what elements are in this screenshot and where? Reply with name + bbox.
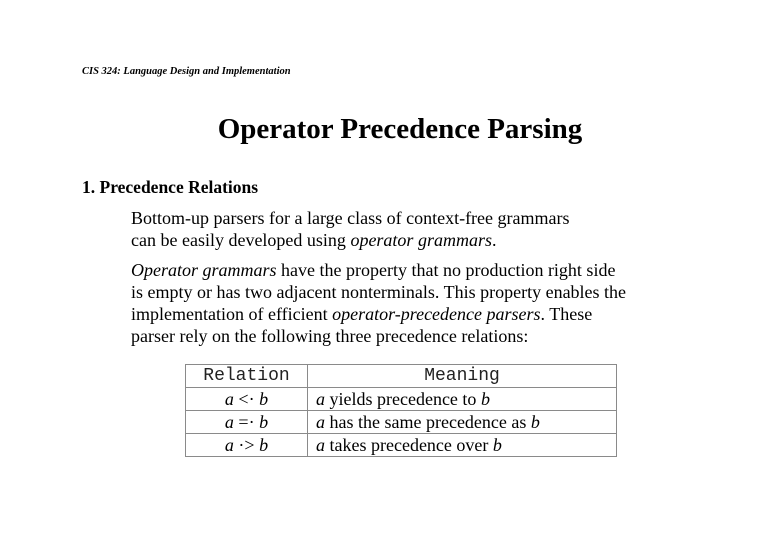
relation-cell [186, 411, 308, 434]
course-header: CIS 324: Language Design and Implementation [82, 66, 291, 77]
paragraph-intro [131, 207, 570, 251]
var-b: b [492, 434, 502, 455]
header-relation: Relation [186, 365, 308, 388]
var-b: b [259, 411, 269, 432]
meaning-text: has the same precedence as [325, 411, 531, 432]
para2-line1: have the property that no production right side [276, 260, 616, 280]
var-a: a [316, 434, 325, 455]
var-a: a [224, 388, 234, 409]
meaning-text: takes precedence over [325, 434, 493, 455]
para2-line3-end: . These [540, 304, 593, 324]
meaning-cell [308, 434, 617, 457]
table-row [186, 388, 617, 411]
var-a: a [224, 411, 234, 432]
emphasis-op-prec-parsers: operator-precedence parsers [332, 304, 541, 324]
meaning-cell [308, 411, 617, 434]
var-a: a [316, 388, 325, 409]
emphasis-operator-grammars: Operator grammars [131, 260, 277, 280]
table-header-row [186, 365, 617, 388]
para1-line2: can be easily developed using [131, 230, 351, 250]
var-b: b [530, 411, 540, 432]
relation-cell [186, 434, 308, 457]
paragraph-operator-grammars [131, 259, 626, 347]
var-b: b [259, 434, 269, 455]
var-a: a [224, 434, 234, 455]
meaning-text: yields precedence to [325, 388, 481, 409]
emphasis-operator-grammars: operator grammars [350, 230, 492, 250]
relation-cell [186, 388, 308, 411]
precedence-relations-table [185, 364, 617, 457]
page-title: Operator Precedence Parsing [217, 113, 583, 145]
table-row [186, 411, 617, 434]
header-meaning: Meaning [308, 365, 617, 388]
var-a: a [316, 411, 325, 432]
relation-op: <· [238, 388, 255, 409]
para2-line3: implementation of efficient [131, 304, 333, 324]
para1-line1: Bottom-up parsers for a large class of context-free grammars [131, 208, 570, 228]
relation-op: =· [238, 411, 255, 432]
section-heading: 1. Precedence Relations [82, 177, 259, 197]
relation-op: ·> [238, 434, 255, 455]
table-row [186, 434, 617, 457]
var-b: b [480, 388, 490, 409]
meaning-cell [308, 388, 617, 411]
var-b: b [259, 388, 269, 409]
para2-line4: parser rely on the following three precedence relations: [131, 326, 529, 346]
punct: . [491, 230, 497, 250]
para2-line2: is empty or has two adjacent nonterminals. This property enables the [131, 282, 627, 302]
